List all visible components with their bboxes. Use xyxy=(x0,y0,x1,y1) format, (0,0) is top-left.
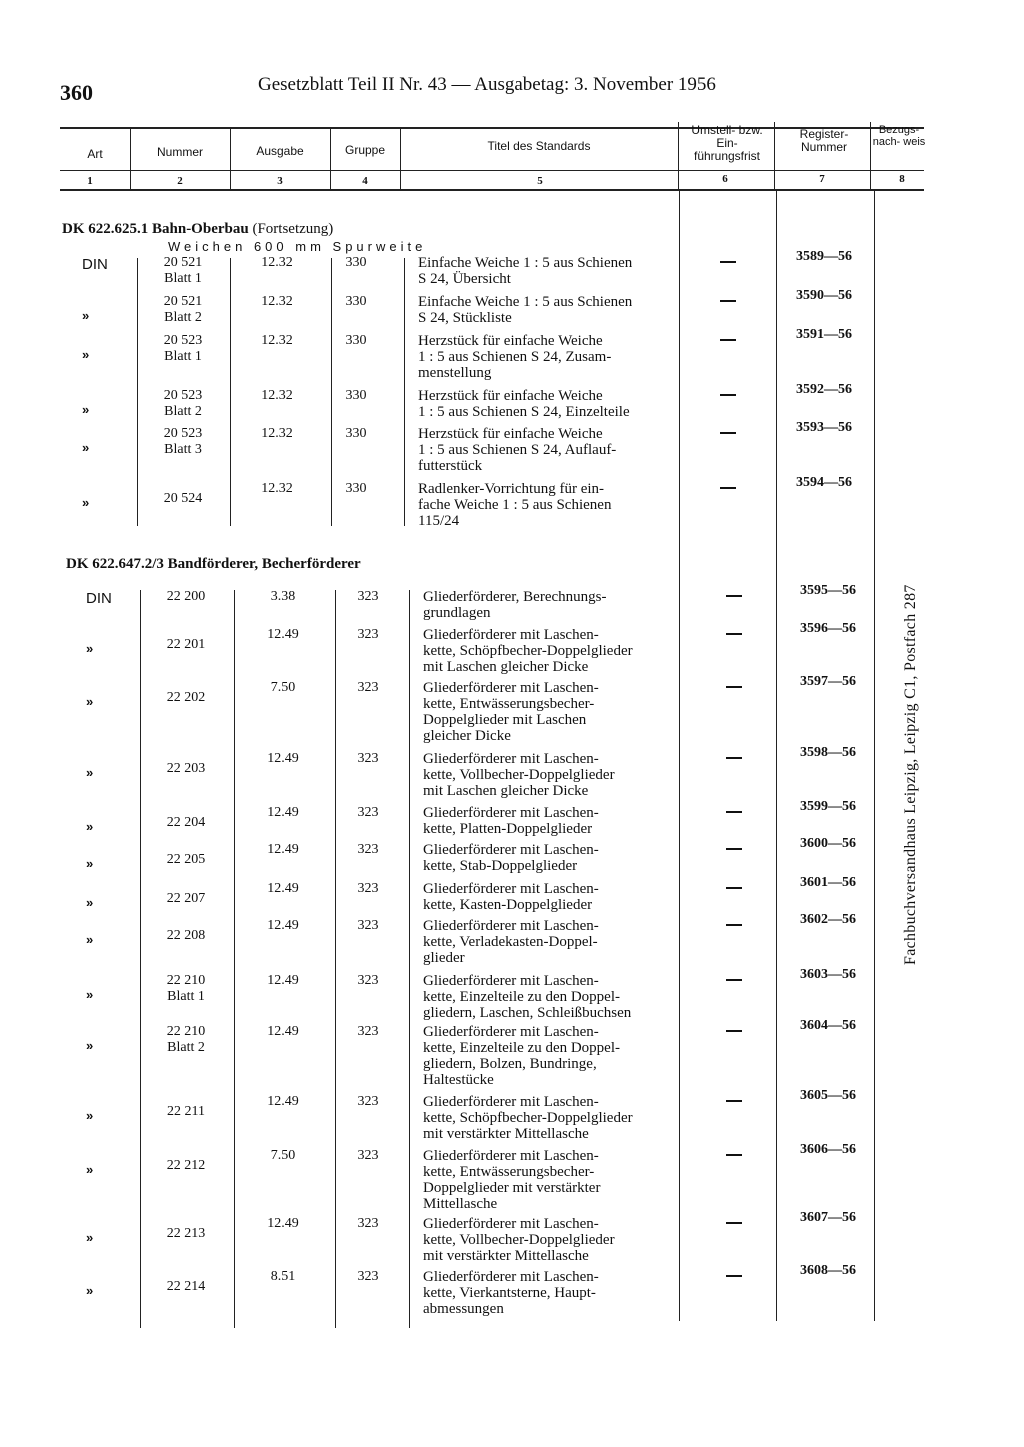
ausgabe-cell: 12.32 xyxy=(261,481,293,496)
titel-line: Gliederförderer mit Laschen- xyxy=(423,1269,599,1285)
col-number: 1 xyxy=(87,175,93,187)
titel-line: 1 : 5 aus Schienen S 24, Einzelteile xyxy=(418,404,630,420)
ausgabe-cell: 12.49 xyxy=(267,1024,299,1039)
header-rule xyxy=(60,170,924,171)
gruppe-cell: 323 xyxy=(357,805,379,820)
titel-line: grundlagen xyxy=(423,605,491,621)
titel-line: mit verstärkter Mittellasche xyxy=(423,1248,589,1264)
section-dk: DK 622.625.1 xyxy=(62,221,149,237)
ausgabe-cell: 12.32 xyxy=(261,426,293,441)
body-divider xyxy=(335,590,336,1328)
ausgabe-cell: 12.49 xyxy=(267,881,299,896)
register-cell: 3592—56 xyxy=(796,382,852,397)
gazette-header-title: Gesetzblatt Teil II Nr. 43 — Ausgabetag: 3. November 1956 xyxy=(258,74,716,95)
titel-line: Gliederförderer, Berechnungs- xyxy=(423,589,607,605)
nummer-cell: 20 521 xyxy=(163,294,203,309)
art-cell: » xyxy=(86,1038,94,1053)
titel-line: S 24, Stückliste xyxy=(418,310,512,326)
gruppe-cell: 323 xyxy=(357,1216,379,1231)
titel-line: fache Weiche 1 : 5 aus Schienen xyxy=(418,497,612,513)
ausgabe-cell: 12.49 xyxy=(267,751,299,766)
frist-dash xyxy=(720,339,736,341)
titel-line: Doppelglieder mit Laschen xyxy=(423,712,587,728)
gruppe-cell: 323 xyxy=(357,1024,379,1039)
header-divider xyxy=(230,127,231,191)
titel-line: kette, Stab-Doppelglieder xyxy=(423,858,578,874)
frist-dash xyxy=(726,887,742,889)
register-cell: 3597—56 xyxy=(800,674,856,689)
titel-line: futterstück xyxy=(418,458,483,474)
ausgabe-cell: 7.50 xyxy=(270,680,296,695)
col-number: 2 xyxy=(177,175,183,187)
titel-line: Herzstück für einfache Weiche xyxy=(418,388,603,404)
nummer-cell: 20 524 xyxy=(163,491,203,506)
nummer-cell: 22 202 xyxy=(166,690,206,705)
titel-line: kette, Kasten-Doppelglieder xyxy=(423,897,593,913)
gruppe-cell: 323 xyxy=(357,842,379,857)
nummer-cell: 22 212 xyxy=(166,1158,206,1173)
frist-dash xyxy=(726,1154,742,1156)
col-header-gruppe: Gruppe xyxy=(344,143,386,157)
art-cell: » xyxy=(82,347,90,362)
titel-line: Gliederförderer mit Laschen- xyxy=(423,1148,599,1164)
register-cell: 3595—56 xyxy=(800,583,856,598)
register-cell: 3594—56 xyxy=(796,475,852,490)
register-cell: 3603—56 xyxy=(800,967,856,982)
nummer-cell: Blatt 1 xyxy=(164,271,202,286)
titel-line: Gliederförderer mit Laschen- xyxy=(423,918,599,934)
col-header-frist: Umstell- bzw. Ein- führungsfrist xyxy=(691,123,763,163)
body-divider xyxy=(679,191,680,1321)
register-cell: 3598—56 xyxy=(800,745,856,760)
gruppe-cell: 323 xyxy=(357,1094,379,1109)
titel-line: kette, Schöpfbecher-Doppelglieder xyxy=(423,1110,633,1126)
register-cell: 3600—56 xyxy=(800,836,856,851)
frist-dash xyxy=(726,595,742,597)
gruppe-cell: 323 xyxy=(357,589,379,604)
art-cell: » xyxy=(86,1283,94,1298)
frist-dash xyxy=(726,1030,742,1032)
art-cell: » xyxy=(86,694,94,709)
titel-line: gleicher Dicke xyxy=(423,728,511,744)
section-heading xyxy=(66,556,361,573)
frist-dash xyxy=(720,261,736,263)
titel-line: kette, Einzelteile zu den Doppel- xyxy=(423,1040,620,1056)
titel-line: Radlenker-Vorrichtung für ein- xyxy=(418,481,605,497)
titel-line: Gliederförderer mit Laschen- xyxy=(423,973,599,989)
register-cell: 3591—56 xyxy=(796,327,852,342)
art-cell: » xyxy=(86,895,94,910)
nummer-cell: Blatt 1 xyxy=(164,349,202,364)
register-cell: 3589—56 xyxy=(796,249,852,264)
nummer-cell: Blatt 2 xyxy=(167,1040,205,1055)
colnum-rule xyxy=(60,189,924,191)
gruppe-cell: 330 xyxy=(345,426,367,441)
art-cell: » xyxy=(86,932,94,947)
nummer-cell: 22 210 xyxy=(166,973,206,988)
titel-line: mit verstärkter Mittellasche xyxy=(423,1126,589,1142)
ausgabe-cell: 12.32 xyxy=(261,255,293,270)
col-header-titel: Titel des Standards xyxy=(487,139,591,153)
nummer-cell: 22 201 xyxy=(166,637,206,652)
header-divider xyxy=(774,122,775,191)
art-cell: DIN xyxy=(82,256,108,273)
titel-line: 1 : 5 aus Schienen S 24, Auflauf- xyxy=(418,442,617,458)
frist-dash xyxy=(726,1100,742,1102)
ausgabe-cell: 12.49 xyxy=(267,1094,299,1109)
register-cell: 3602—56 xyxy=(800,912,856,927)
col-number: 4 xyxy=(362,175,368,187)
art-cell: » xyxy=(82,402,90,417)
body-divider xyxy=(776,191,777,1321)
header-divider xyxy=(870,122,871,191)
nummer-cell: Blatt 2 xyxy=(164,310,202,325)
frist-dash xyxy=(720,300,736,302)
section-title: Bahn-Oberbau xyxy=(152,221,249,237)
gruppe-cell: 330 xyxy=(345,333,367,348)
ausgabe-cell: 12.49 xyxy=(267,842,299,857)
titel-line: kette, Vollbecher-Doppelglieder xyxy=(423,767,615,783)
art-cell: » xyxy=(82,440,90,455)
register-cell: 3596—56 xyxy=(800,621,856,636)
frist-dash xyxy=(726,979,742,981)
publisher-side-note: Fachbuchversandhaus Leipzig, Leipzig C1, Postfach 287 xyxy=(902,584,919,965)
titel-line: kette, Einzelteile zu den Doppel- xyxy=(423,989,620,1005)
gruppe-cell: 323 xyxy=(357,680,379,695)
body-divider xyxy=(404,258,405,526)
header-divider xyxy=(130,127,131,191)
nummer-cell: 22 207 xyxy=(166,891,206,906)
ausgabe-cell: 12.49 xyxy=(267,627,299,642)
nummer-cell: 22 214 xyxy=(166,1279,206,1294)
art-cell: DIN xyxy=(86,590,112,607)
col-number: 6 xyxy=(722,173,728,185)
titel-line: 1 : 5 aus Schienen S 24, Zusam- xyxy=(418,349,612,365)
art-cell: » xyxy=(82,495,90,510)
nummer-cell: 22 208 xyxy=(166,928,206,943)
body-divider xyxy=(874,191,875,1321)
frist-dash xyxy=(726,633,742,635)
gruppe-cell: 323 xyxy=(357,1269,379,1284)
section-heading xyxy=(62,221,333,238)
titel-line: Mittellasche xyxy=(423,1196,498,1212)
titel-line: Doppelglieder mit verstärkter xyxy=(423,1180,601,1196)
frist-dash xyxy=(726,848,742,850)
gruppe-cell: 323 xyxy=(357,751,379,766)
gruppe-cell: 323 xyxy=(357,918,379,933)
art-cell: » xyxy=(86,987,94,1002)
ausgabe-cell: 12.32 xyxy=(261,388,293,403)
frist-dash xyxy=(726,924,742,926)
nummer-cell: Blatt 3 xyxy=(164,442,202,457)
col-number: 3 xyxy=(277,175,283,187)
titel-line: gliedern, Laschen, Schleißbuchsen xyxy=(423,1005,632,1021)
col-header-ausgabe: Ausgabe xyxy=(256,144,304,158)
register-cell: 3607—56 xyxy=(800,1210,856,1225)
titel-line: S 24, Übersicht xyxy=(418,271,511,287)
nummer-cell: 22 211 xyxy=(167,1104,205,1119)
nummer-cell: 22 205 xyxy=(166,852,206,867)
gruppe-cell: 330 xyxy=(345,255,367,270)
nummer-cell: 22 200 xyxy=(166,589,206,604)
gruppe-cell: 323 xyxy=(357,973,379,988)
titel-line: kette, Platten-Doppelglieder xyxy=(423,821,593,837)
nummer-cell: 20 523 xyxy=(163,388,203,403)
art-cell: » xyxy=(86,819,94,834)
nummer-cell: 22 210 xyxy=(166,1024,206,1039)
col-header-bezug: Bezugs- nach- weis xyxy=(872,124,926,148)
frist-dash xyxy=(726,811,742,813)
art-cell: » xyxy=(86,856,94,871)
titel-line: Gliederförderer mit Laschen- xyxy=(423,751,599,767)
nummer-cell: 20 521 xyxy=(163,255,203,270)
section-suffix: (Fortsetzung) xyxy=(252,221,334,237)
titel-line: mit Laschen gleicher Dicke xyxy=(423,659,589,675)
titel-line: abmessungen xyxy=(423,1301,504,1317)
body-divider xyxy=(234,590,235,1328)
register-cell: 3604—56 xyxy=(800,1018,856,1033)
register-cell: 3605—56 xyxy=(800,1088,856,1103)
titel-line: kette, Schöpfbecher-Doppelglieder xyxy=(423,643,633,659)
titel-line: Gliederförderer mit Laschen- xyxy=(423,842,599,858)
ausgabe-cell: 12.49 xyxy=(267,1216,299,1231)
nummer-cell: 20 523 xyxy=(163,426,203,441)
body-divider xyxy=(409,590,410,1328)
register-cell: 3606—56 xyxy=(800,1142,856,1157)
col-header-register: Register- Nummer xyxy=(799,127,849,154)
ausgabe-cell: 12.49 xyxy=(267,805,299,820)
frist-dash xyxy=(720,394,736,396)
gruppe-cell: 323 xyxy=(357,881,379,896)
nummer-cell: 22 203 xyxy=(166,761,206,776)
gruppe-cell: 330 xyxy=(345,481,367,496)
register-cell: 3590—56 xyxy=(796,288,852,303)
titel-line: Haltestücke xyxy=(423,1072,494,1088)
ausgabe-cell: 12.49 xyxy=(267,918,299,933)
nummer-cell: Blatt 1 xyxy=(167,989,205,1004)
frist-dash xyxy=(726,1222,742,1224)
art-cell: » xyxy=(86,641,94,656)
art-cell: » xyxy=(82,308,90,323)
art-cell: » xyxy=(86,765,94,780)
titel-line: Einfache Weiche 1 : 5 aus Schienen xyxy=(418,255,633,271)
col-header-nummer: Nummer xyxy=(156,145,203,159)
header-divider xyxy=(330,127,331,191)
titel-line: 115/24 xyxy=(418,513,460,529)
nummer-cell: 20 523 xyxy=(163,333,203,348)
frist-dash xyxy=(726,686,742,688)
titel-line: kette, Vierkantsterne, Haupt- xyxy=(423,1285,596,1301)
section-title: Bandförderer, Becherförderer xyxy=(167,556,361,572)
col-number: 5 xyxy=(537,175,543,187)
titel-line: Gliederförderer mit Laschen- xyxy=(423,1216,599,1232)
titel-line: gliedern, Bolzen, Bundringe, xyxy=(423,1056,597,1072)
header-divider xyxy=(400,127,401,191)
art-cell: » xyxy=(86,1108,94,1123)
titel-line: Gliederförderer mit Laschen- xyxy=(423,805,599,821)
titel-line: Gliederförderer mit Laschen- xyxy=(423,1024,599,1040)
titel-line: Herzstück für einfache Weiche xyxy=(418,333,603,349)
header-divider xyxy=(678,122,679,191)
art-cell: » xyxy=(86,1162,94,1177)
register-cell: 3608—56 xyxy=(800,1263,856,1278)
ausgabe-cell: 12.32 xyxy=(261,294,293,309)
col-number: 7 xyxy=(819,173,825,185)
titel-line: menstellung xyxy=(418,365,492,381)
titel-line: kette, Entwässerungsbecher- xyxy=(423,1164,595,1180)
col-header-art: Art xyxy=(87,147,103,161)
titel-line: mit Laschen gleicher Dicke xyxy=(423,783,589,799)
ausgabe-cell: 3.38 xyxy=(270,589,296,604)
gruppe-cell: 330 xyxy=(345,294,367,309)
titel-line: kette, Vollbecher-Doppelglieder xyxy=(423,1232,615,1248)
ausgabe-cell: 8.51 xyxy=(270,1269,296,1284)
gruppe-cell: 323 xyxy=(357,1148,379,1163)
col-number: 8 xyxy=(899,173,905,185)
titel-line: Einfache Weiche 1 : 5 aus Schienen xyxy=(418,294,633,310)
ausgabe-cell: 7.50 xyxy=(270,1148,296,1163)
gruppe-cell: 330 xyxy=(345,388,367,403)
register-cell: 3599—56 xyxy=(800,799,856,814)
titel-line: Gliederförderer mit Laschen- xyxy=(423,680,599,696)
art-cell: » xyxy=(86,1230,94,1245)
page-number: 360 xyxy=(60,80,93,105)
register-cell: 3593—56 xyxy=(796,420,852,435)
register-cell: 3601—56 xyxy=(800,875,856,890)
nummer-cell: 22 213 xyxy=(166,1226,206,1241)
section-dk: DK 622.647.2/3 xyxy=(66,556,164,572)
nummer-cell: Blatt 2 xyxy=(164,404,202,419)
gruppe-cell: 323 xyxy=(357,627,379,642)
frist-dash xyxy=(726,757,742,759)
ausgabe-cell: 12.32 xyxy=(261,333,293,348)
titel-line: glieder xyxy=(423,950,465,966)
titel-line: kette, Verladekasten-Doppel- xyxy=(423,934,598,950)
titel-line: kette, Entwässerungsbecher- xyxy=(423,696,595,712)
body-divider xyxy=(230,258,231,526)
nummer-cell: 22 204 xyxy=(166,815,206,830)
titel-line: Gliederförderer mit Laschen- xyxy=(423,881,599,897)
titel-line: Herzstück für einfache Weiche xyxy=(418,426,603,442)
frist-dash xyxy=(720,487,736,489)
ausgabe-cell: 12.49 xyxy=(267,973,299,988)
titel-line: Gliederförderer mit Laschen- xyxy=(423,627,599,643)
frist-dash xyxy=(726,1275,742,1277)
titel-line: Gliederförderer mit Laschen- xyxy=(423,1094,599,1110)
section-subtitle: Weichen 600 mm Spurweite xyxy=(168,239,427,254)
frist-dash xyxy=(720,432,736,434)
